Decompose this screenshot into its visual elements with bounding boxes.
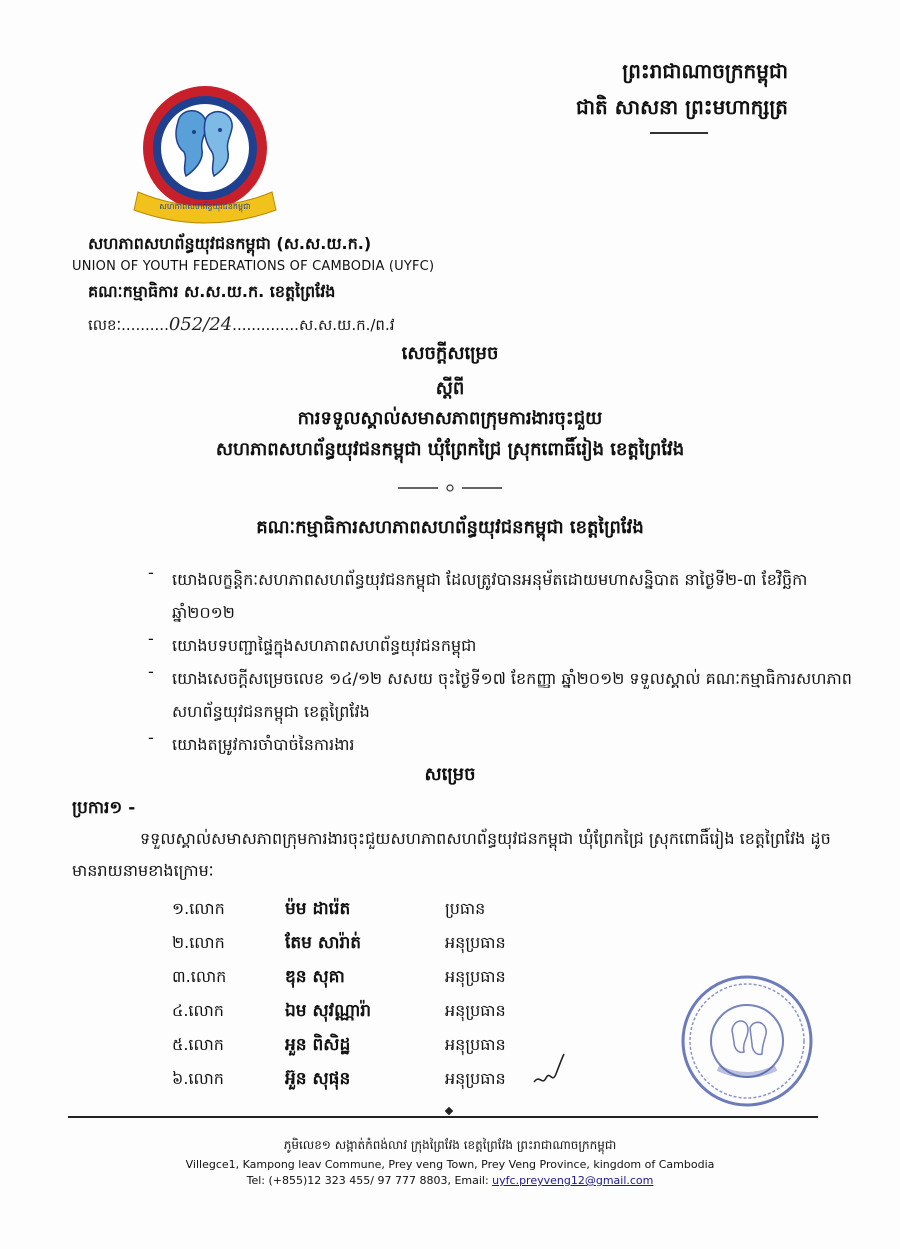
considering-item: យោងសេចក្តីសម្រេចលេខ ១៤/១២ សសយ ចុះថ្ងៃទី១៧ ខែកញ្ញា ឆ្នាំ២០១២ ទទួលស្គាល់ គណៈកម្មាធិការសហភាពសហព័ន្ធយុវជនកម្ពុជា ខេត្តព្រៃវែង [172,669,852,721]
initial-signature-icon [532,1052,566,1092]
org-name-en: UNION OF YOUTH FEDERATIONS OF CAMBODIA (UYFC) [72,259,435,274]
footer-divider [68,1116,818,1118]
national-motto: ជាតិ សាសនា ព្រះមហាក្សត្រ [576,95,788,119]
doc-subject-line1: ការទទួលស្គាល់សមាសភាពក្រុមការងារចុះជួយ [297,408,603,429]
official-stamp-icon [678,972,816,1110]
org-name-kh: សហភាពសហព័ន្ធយុវជនកម្ពុជា (ស.ស.យ.ក.) [88,234,372,253]
footer-divider-ornament [445,1107,453,1115]
footer-email-link[interactable]: uyfc.preyveng12@gmail.com [492,1174,654,1187]
header-ornament [650,132,708,134]
member-role: អនុប្រធាន [445,1001,506,1020]
member-name: អួន ពិសិដ្ឋ [285,1035,351,1055]
footer-phone: Tel: (+855)12 323 455/ 97 777 8803, Email: [246,1174,493,1187]
member-name: ឌុន សុគា [285,967,345,987]
ref-number: 052/24 [168,314,233,335]
member-name: តែម សារ៉ាត់ [285,933,362,953]
provincial-committee: គណៈកម្មាធិការ ស.ស.យ.ក. ខេត្តព្រៃវែង [88,282,336,301]
member-role: អនុប្រធាន [445,967,506,986]
member-role: អនុប្រធាន [445,933,506,952]
footer-contact [0,1174,900,1187]
member-name: អ៊ួន សុផុន [285,1069,351,1089]
article-1-text: ទទួលស្គាល់សមាសភាពក្រុមការងារចុះជួយសហភាពសហព័ន្ធយុវជនកម្ពុជា ឃុំព្រែកជ្រៃ ស្រុកពោធិ៍រៀង ខេត្តព្រៃវែង ដូចមានរាយនាមខាងក្រោមៈ [72,829,831,880]
doc-subject-line2: សហភាពសហព័ន្ធយុវជនកម្ពុជា ឃុំព្រែកជ្រៃ ស្រុកពោធិ៍រៀង ខេត្តព្រៃវែង [215,439,685,460]
article-1-label: ប្រការ១ - [72,798,136,818]
doc-about: ស្តីពី [435,378,465,399]
member-role: អនុប្រធាន [445,1035,506,1054]
footer-address-kh: ភូមិលេខ១ សង្កាត់កំពង់លាវ ក្រុងព្រៃវែង ខេត្តព្រៃវែង ព្រះរាជាណាចក្រកម្ពុជា [283,1138,617,1152]
authority-heading: គណៈកម្មាធិការសហភាពសហព័ន្ធយុវជនកម្ពុជា ខេត្តព្រៃវែង [256,517,644,538]
kingdom-title: ព្រះរាជាណាចក្រកម្ពុជា [622,59,788,83]
title-ornament-icon [398,482,502,494]
logo-ribbon-text: សហភាពសហព័ន្ធយុវជនកម្ពុជា [159,202,251,211]
considering-item: យោងតម្រូវការចាំបាច់នៃការងារ [172,735,355,754]
footer-address-en: Villegce1, Kampong leav Commune, Prey veng Town, Prey Veng Province, kingdom of Cambodia [185,1158,715,1171]
ref-prefix: លេខៈ [88,316,122,334]
considering-item: យោងបទបញ្ជាផ្ទៃក្នុងសហភាពសហព័ន្ធយុវជនកម្ពុជា [172,636,477,655]
uyfc-logo [130,80,280,228]
member-name: ម៉ម ដារ៉េត [285,899,351,919]
doc-type: សេចក្តីសម្រេច [401,343,499,364]
reference-line: លេខៈ..........052/24..............ស.ស.យ.ក./ព.វ [88,314,395,335]
ref-suffix: ស.ស.យ.ក./ព.វ [298,316,395,334]
decision-heading: សម្រេច [424,764,476,785]
member-role: ប្រធាន [445,899,486,918]
considering-item: យោងលក្ខន្តិកៈសហភាពសហព័ន្ធយុវជនកម្ពុជា ដែលត្រូវបានអនុម័តដោយមហាសន្និបាត នាថ្ងៃទី២-៣ ខែវិច្ឆិកា ឆ្នាំ២០១២ [172,570,808,622]
member-name: ឯម សុវណ្ណារ៉ា [285,1001,372,1021]
member-role: អនុប្រធាន [445,1069,506,1088]
